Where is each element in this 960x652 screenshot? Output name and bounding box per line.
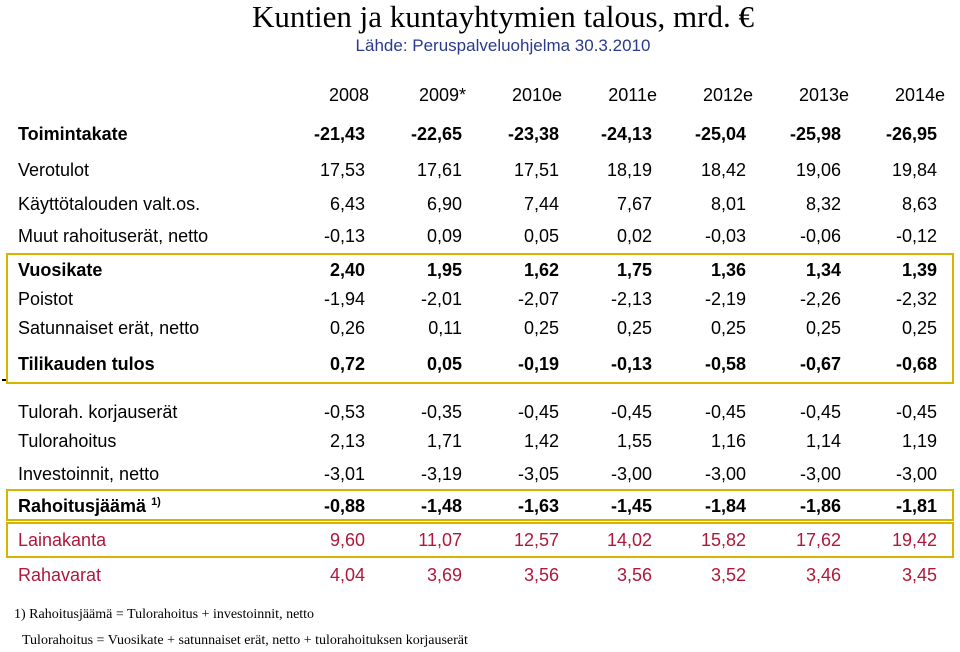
- row-value: -1,94: [323, 289, 365, 309]
- row-value: 0,26: [329, 318, 365, 338]
- row-value: 19,84: [891, 160, 937, 180]
- row-value: -0,67: [799, 354, 841, 374]
- row-value: 7,44: [523, 194, 559, 214]
- row-value: -0,58: [704, 354, 746, 374]
- row-value: -3,00: [610, 464, 652, 484]
- row-value: 1,71: [426, 431, 462, 451]
- row-value: -2,32: [895, 289, 937, 309]
- row-value: 1,34: [805, 260, 841, 280]
- table-row: [0, 398, 960, 426]
- row-value: 17,51: [513, 160, 559, 180]
- table-row: [0, 190, 960, 218]
- row-value: 11,07: [418, 530, 462, 550]
- row-value: 1,14: [805, 431, 841, 451]
- table-row: [0, 222, 960, 250]
- row-value: -0,03: [704, 226, 746, 246]
- row-label: Käyttötalouden valt.os.: [18, 194, 201, 214]
- table-row: [0, 120, 960, 148]
- row-label: Poistot: [18, 289, 74, 309]
- year-header-cell: 2009*: [418, 85, 466, 105]
- row-value: 12,57: [513, 530, 559, 550]
- table-row: [0, 350, 960, 378]
- row-value: -3,00: [895, 464, 937, 484]
- table-row: [0, 460, 960, 488]
- row-value: 8,32: [805, 194, 841, 214]
- year-header-cell: 2014e: [894, 85, 945, 105]
- row-value: -3,01: [323, 464, 365, 484]
- row-value: 1,39: [901, 260, 937, 280]
- row-value: 2,13: [329, 431, 365, 451]
- row-value: 3,45: [901, 565, 937, 585]
- row-value: -1,81: [895, 496, 937, 516]
- row-value: 0,72: [329, 354, 365, 374]
- row-value: 0,02: [616, 226, 652, 246]
- row-value: 1,62: [523, 260, 559, 280]
- row-label: Investoinnit, netto: [18, 464, 160, 484]
- table-row: [0, 526, 960, 554]
- table-row: [0, 427, 960, 455]
- row-value: 3,56: [523, 565, 559, 585]
- page-title: Kuntien ja kuntayhtymien talous, mrd. €: [252, 0, 754, 34]
- divider-mark: [2, 379, 6, 381]
- row-value: -2,19: [704, 289, 746, 309]
- row-value: -3,19: [420, 464, 462, 484]
- row-value: 8,01: [710, 194, 746, 214]
- row-label: Rahavarat: [18, 565, 102, 585]
- row-value: -2,01: [420, 289, 462, 309]
- row-value: -3,05: [517, 464, 559, 484]
- row-value: -3,00: [704, 464, 746, 484]
- row-value: 0,25: [616, 318, 652, 338]
- row-value: -0,45: [895, 402, 937, 422]
- table-row: [0, 156, 960, 184]
- row-value: 0,09: [426, 226, 462, 246]
- row-value: 1,75: [616, 260, 652, 280]
- row-value: 1,55: [616, 431, 652, 451]
- year-header-cell: 2010e: [511, 85, 562, 105]
- row-value: 18,42: [700, 160, 746, 180]
- row-value: 14,02: [606, 530, 652, 550]
- row-value: -0,35: [420, 402, 462, 422]
- year-header-cell: 2013e: [798, 85, 849, 105]
- row-label: Muut rahoituserät, netto: [18, 226, 209, 246]
- row-value: 17,61: [416, 160, 462, 180]
- row-label: Toimintakate: [18, 124, 128, 144]
- row-value: -3,00: [799, 464, 841, 484]
- row-value: 0,25: [523, 318, 559, 338]
- row-label: Satunnaiset erät, netto: [18, 318, 200, 338]
- table-row: [0, 314, 960, 342]
- row-value: 2,40: [329, 260, 365, 280]
- row-value: 1,19: [901, 431, 937, 451]
- row-value: -23,38: [507, 124, 559, 144]
- year-header-cell: 2008: [328, 85, 369, 105]
- source-subtitle: Lähde: Peruspalveluohjelma 30.3.2010: [355, 36, 651, 55]
- row-label: Tulorah. korjauserät: [18, 402, 178, 422]
- row-label: [18, 492, 161, 520]
- row-value: 1,95: [426, 260, 462, 280]
- row-value: -0,68: [895, 354, 937, 374]
- row-label: Vuosikate: [18, 260, 103, 280]
- row-value: -0,13: [610, 354, 652, 374]
- row-value: 6,90: [426, 194, 462, 214]
- row-value: 0,25: [805, 318, 841, 338]
- year-header-cell: 2011e: [608, 85, 657, 105]
- row-value: -0,19: [517, 354, 559, 374]
- row-value: -26,95: [885, 124, 937, 144]
- row-label: Lainakanta: [18, 530, 107, 550]
- table-row: [0, 256, 960, 284]
- row-value: -24,13: [600, 124, 652, 144]
- row-value: 7,67: [616, 194, 652, 214]
- table-row: [0, 492, 960, 520]
- footnote: Tulorahoitus = Vuosikate + satunnaiset erät, netto + tulorahoituksen korjauserät: [22, 633, 468, 648]
- row-value: 0,05: [426, 354, 462, 374]
- row-value: 6,43: [329, 194, 365, 214]
- row-value: -25,04: [694, 124, 746, 144]
- row-label: Tilikauden tulos: [18, 354, 155, 374]
- row-value: 1,16: [710, 431, 746, 451]
- row-value: -0,12: [895, 226, 937, 246]
- row-value: -0,45: [610, 402, 652, 422]
- row-value: -0,45: [517, 402, 559, 422]
- row-value: 3,69: [426, 565, 462, 585]
- row-value: -0,45: [799, 402, 841, 422]
- row-value: -0,88: [323, 496, 365, 516]
- footnote-marker: 1): [151, 496, 161, 508]
- row-value: -1,86: [799, 496, 841, 516]
- row-value: 19,42: [891, 530, 937, 550]
- row-label-text: Rahoitusjäämä: [18, 496, 147, 516]
- row-value: 0,25: [710, 318, 746, 338]
- row-value: -21,43: [313, 124, 365, 144]
- row-value: 0,11: [428, 318, 462, 338]
- row-value: -0,53: [323, 402, 365, 422]
- row-value: 3,56: [616, 565, 652, 585]
- row-value: 0,05: [523, 226, 559, 246]
- row-label: Verotulot: [18, 160, 90, 180]
- row-value: 4,04: [329, 565, 365, 585]
- row-value: 3,46: [805, 565, 841, 585]
- row-value: 9,60: [329, 530, 365, 550]
- row-value: 19,06: [795, 160, 841, 180]
- row-value: -0,13: [323, 226, 365, 246]
- table-row: [0, 285, 960, 313]
- row-value: -1,84: [704, 496, 746, 516]
- year-header-cell: 2012e: [702, 85, 753, 105]
- table-row: [0, 561, 960, 589]
- row-value: 17,53: [319, 160, 365, 180]
- row-value: -25,98: [789, 124, 841, 144]
- row-value: -0,06: [799, 226, 841, 246]
- row-value: -2,13: [610, 289, 652, 309]
- row-value: -22,65: [410, 124, 462, 144]
- row-value: 15,82: [700, 530, 746, 550]
- row-value: 0,25: [901, 318, 937, 338]
- row-label: Tulorahoitus: [18, 431, 117, 451]
- row-value: 17,62: [795, 530, 841, 550]
- row-value: 3,52: [710, 565, 746, 585]
- footnote: 1) Rahoitusjäämä = Tulorahoitus + investoinnit, netto: [14, 607, 315, 622]
- row-value: -1,45: [610, 496, 652, 516]
- row-value: -1,48: [420, 496, 462, 516]
- row-value: -2,07: [517, 289, 559, 309]
- row-value: -0,45: [704, 402, 746, 422]
- row-value: 1,42: [523, 431, 559, 451]
- row-value: -1,63: [517, 496, 559, 516]
- row-value: 18,19: [606, 160, 652, 180]
- row-value: 1,36: [710, 260, 746, 280]
- row-value: -2,26: [799, 289, 841, 309]
- row-value: 8,63: [901, 194, 937, 214]
